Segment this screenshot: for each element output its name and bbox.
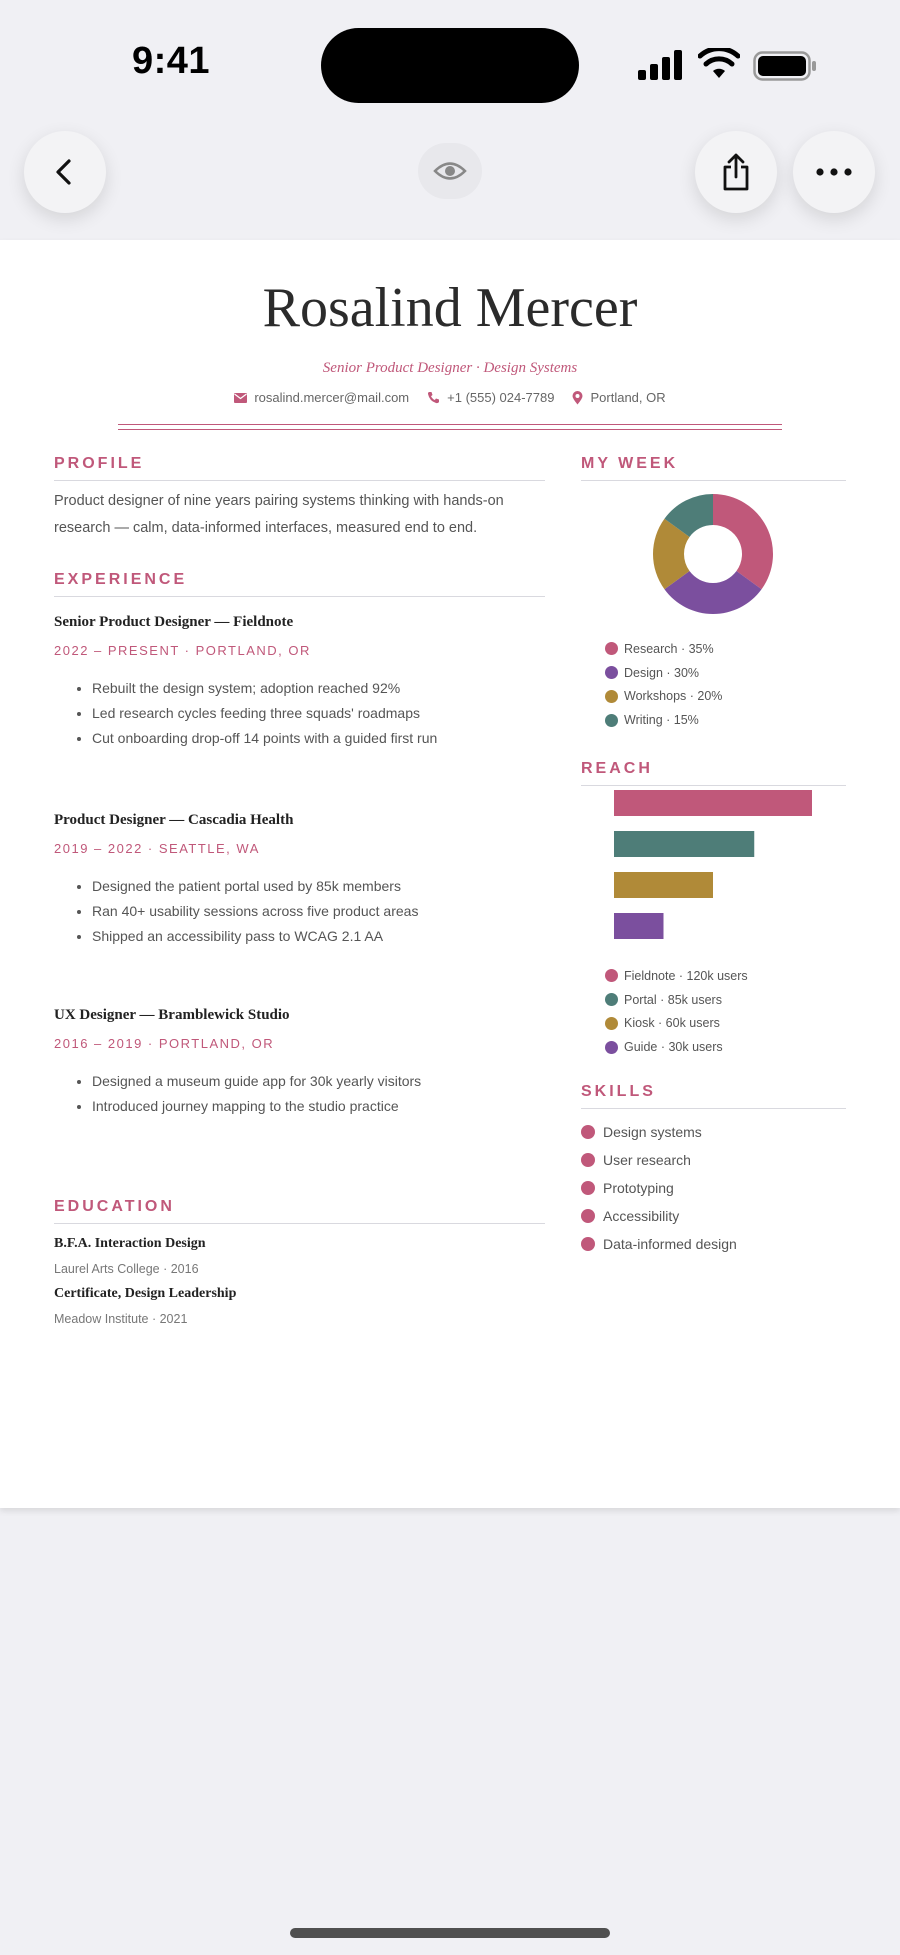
skill-item <box>581 1146 737 1174</box>
job-bullet: • Designed the patient portal used by 85k members <box>92 874 418 899</box>
my-week-heading: MY WEEK <box>581 455 679 472</box>
cellular-signal-icon <box>638 50 684 80</box>
resume-name: Rosalind Mercer <box>262 277 638 339</box>
job-bullet: • Shipped an accessibility pass to WCAG 2.1 AA <box>92 924 418 949</box>
job-bullets <box>54 676 437 751</box>
skill-bullet <box>581 1125 595 1139</box>
reach-legend <box>605 964 748 1059</box>
experience-heading: EXPERIENCE <box>54 571 188 588</box>
share-button[interactable] <box>695 131 777 213</box>
ellipsis-icon <box>816 168 852 176</box>
contact-line <box>0 390 900 405</box>
header-rule-top <box>118 424 782 425</box>
job-meta: 2016 – 2019 · PORTLAND, OR <box>54 1036 275 1051</box>
profile-heading: PROFILE <box>54 455 145 472</box>
back-button[interactable] <box>24 131 106 213</box>
contact-phone-text: +1 (555) 024-7789 <box>447 390 555 405</box>
job-meta: 2022 – PRESENT · PORTLAND, OR <box>54 643 311 658</box>
resume-tagline: Senior Product Designer · Design Systems <box>322 360 578 376</box>
legend-item <box>605 1012 748 1036</box>
reach-bar-fieldnote <box>614 790 812 816</box>
skill-bullet <box>581 1209 595 1223</box>
legend-swatch <box>605 1017 618 1030</box>
reach-bar-portal <box>614 831 754 857</box>
legend-item <box>605 685 722 709</box>
contact-email <box>234 390 409 405</box>
legend-label: Guide · 30k users <box>624 1040 723 1055</box>
wifi-icon <box>698 48 740 80</box>
legend-item <box>605 637 722 661</box>
job-bullets <box>54 1069 421 1119</box>
job-title: Senior Product Designer — Fieldnote <box>54 614 294 630</box>
education-sub: Laurel Arts College · 2016 <box>54 1262 199 1276</box>
job-bullet: • Led research cycles feeding three squads' roadmaps <box>92 701 437 726</box>
legend-label: Portal · 85k users <box>624 992 722 1007</box>
my-week-legend <box>605 637 722 732</box>
eye-icon <box>433 160 467 182</box>
resume-document <box>0 240 900 1508</box>
legend-item <box>605 1035 748 1059</box>
job-bullet: • Designed a museum guide app for 30k yearly visitors <box>92 1069 421 1094</box>
job-title: UX Designer — Bramblewick Studio <box>54 1007 290 1023</box>
reach-bar-kiosk <box>614 872 713 898</box>
home-indicator[interactable] <box>290 1928 610 1938</box>
contact-email-text: rosalind.mercer@mail.com <box>254 390 410 405</box>
legend-swatch <box>605 714 618 727</box>
reach-bar-guide <box>614 913 664 939</box>
skill-bullet <box>581 1237 595 1251</box>
status-time: 9:41 <box>132 40 211 82</box>
education-title: B.F.A. Interaction Design <box>54 1236 206 1251</box>
my-week-divider <box>581 480 846 481</box>
job-bullets <box>54 874 418 949</box>
education-divider <box>54 1223 545 1224</box>
battery-icon <box>753 51 817 81</box>
skill-item <box>581 1230 737 1258</box>
legend-label: Research · 35% <box>624 641 714 656</box>
legend-swatch <box>605 666 618 679</box>
phone-icon <box>427 391 440 404</box>
contact-location <box>572 390 665 405</box>
legend-swatch <box>605 1041 618 1054</box>
legend-label: Workshops · 20% <box>624 689 723 704</box>
skills-heading: SKILLS <box>581 1083 656 1100</box>
legend-swatch <box>605 969 618 982</box>
legend-swatch <box>605 690 618 703</box>
education-sub: Meadow Institute · 2021 <box>54 1312 188 1326</box>
job-meta: 2019 – 2022 · SEATTLE, WA <box>54 841 260 856</box>
job-bullet: • Rebuilt the design system; adoption reached 92% <box>92 676 437 701</box>
job-title: Product Designer — Cascadia Health <box>54 812 294 828</box>
legend-swatch <box>605 642 618 655</box>
skills-divider <box>581 1108 846 1109</box>
skill-item <box>581 1118 737 1146</box>
education-title: Certificate, Design Leadership <box>54 1286 237 1301</box>
job-bullet: • Cut onboarding drop-off 14 points with a guided first run <box>92 726 437 751</box>
my-week-donut-chart <box>652 493 774 615</box>
job-bullet: • Introduced journey mapping to the studio practice <box>92 1094 421 1119</box>
skill-item <box>581 1174 737 1202</box>
header-rule-bottom <box>118 429 782 430</box>
dynamic-island <box>321 28 579 103</box>
legend-item <box>605 661 722 685</box>
legend-label: Fieldnote · 120k users <box>624 968 748 983</box>
reach-heading: REACH <box>581 760 653 777</box>
legend-label: Design · 30% <box>624 665 700 680</box>
donut-slice-research <box>713 494 773 589</box>
skill-label: Data-informed design <box>603 1236 737 1252</box>
reach-divider <box>581 785 846 786</box>
legend-item <box>605 988 748 1012</box>
experience-divider <box>54 596 545 597</box>
skill-item <box>581 1202 737 1230</box>
job-bullet: • Ran 40+ usability sessions across five product areas <box>92 899 418 924</box>
mail-icon <box>234 393 247 403</box>
skill-label: Accessibility <box>603 1208 680 1224</box>
legend-item <box>605 964 748 988</box>
reach-bar-chart <box>612 790 842 962</box>
skill-bullet <box>581 1153 595 1167</box>
chevron-left-icon <box>50 157 80 187</box>
profile-divider <box>54 480 545 481</box>
status-bar <box>0 0 900 120</box>
contact-phone <box>427 390 554 405</box>
skill-label: Prototyping <box>603 1180 674 1196</box>
legend-label: Writing · 15% <box>624 713 699 728</box>
location-pin-icon <box>572 391 583 405</box>
share-icon <box>719 153 753 191</box>
preview-button[interactable] <box>418 143 482 199</box>
skill-label: User research <box>603 1152 691 1168</box>
legend-swatch <box>605 993 618 1006</box>
legend-label: Kiosk · 60k users <box>624 1016 720 1031</box>
skill-label: Design systems <box>603 1124 702 1140</box>
skill-bullet <box>581 1181 595 1195</box>
profile-text: Product designer of nine years pairing systems thinking with hands-on research — calm, data-informed interfaces, measured end to end. <box>54 493 504 536</box>
contact-location-text: Portland, OR <box>590 390 666 405</box>
more-button[interactable] <box>793 131 875 213</box>
education-heading: EDUCATION <box>54 1198 175 1215</box>
legend-item <box>605 708 722 732</box>
skills-list <box>581 1118 737 1258</box>
